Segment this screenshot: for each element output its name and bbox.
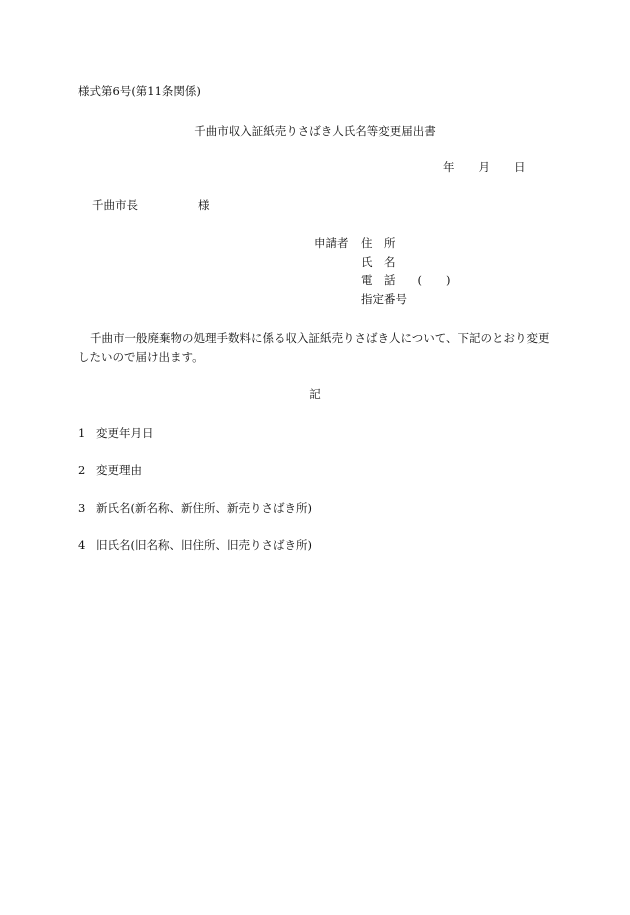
form-number: 様式第6号(第11条関係) xyxy=(78,84,201,98)
applicant-address-label: 住 所 xyxy=(361,236,396,250)
recipient-name: 千曲市長 xyxy=(92,198,138,212)
document-title: 千曲市収入証紙売りさばき人氏名等変更届出書 xyxy=(194,124,436,138)
item-number: 4 xyxy=(78,538,86,552)
applicant-designation-label: 指定番号 xyxy=(361,292,407,306)
item-label: 旧氏名(旧名称、旧住所、旧売りさばき所) xyxy=(96,538,312,552)
list-item xyxy=(78,463,142,477)
date-line xyxy=(443,160,526,174)
applicant-name-label: 氏 名 xyxy=(361,255,396,269)
date-month: 月 xyxy=(478,160,490,174)
recipient xyxy=(92,198,210,212)
item-number: 2 xyxy=(78,463,86,477)
recipient-honorific: 様 xyxy=(198,198,210,212)
item-label: 変更理由 xyxy=(96,463,142,477)
applicant-phone-label: 電 話 xyxy=(361,273,396,287)
ki-heading: 記 xyxy=(309,387,321,401)
body-paragraph: 千曲市一般廃棄物の処理手数料に係る収入証紙売りさばき人について、下記のとおり変更したいので届け出ます。 xyxy=(78,331,550,364)
applicant-label: 申請者 xyxy=(314,236,349,250)
item-label: 新氏名(新名称、新住所、新売りさばき所) xyxy=(96,501,312,515)
phone-paren-open: ( xyxy=(417,273,422,287)
item-label: 変更年月日 xyxy=(96,426,154,440)
list-item xyxy=(78,426,154,440)
date-day: 日 xyxy=(514,160,526,174)
list-item xyxy=(78,538,312,552)
applicant-phone-row xyxy=(361,273,451,287)
date-year: 年 xyxy=(443,160,455,174)
item-number: 3 xyxy=(78,501,86,515)
phone-paren-close: ) xyxy=(446,273,451,287)
list-item xyxy=(78,501,312,515)
item-number: 1 xyxy=(78,426,86,440)
